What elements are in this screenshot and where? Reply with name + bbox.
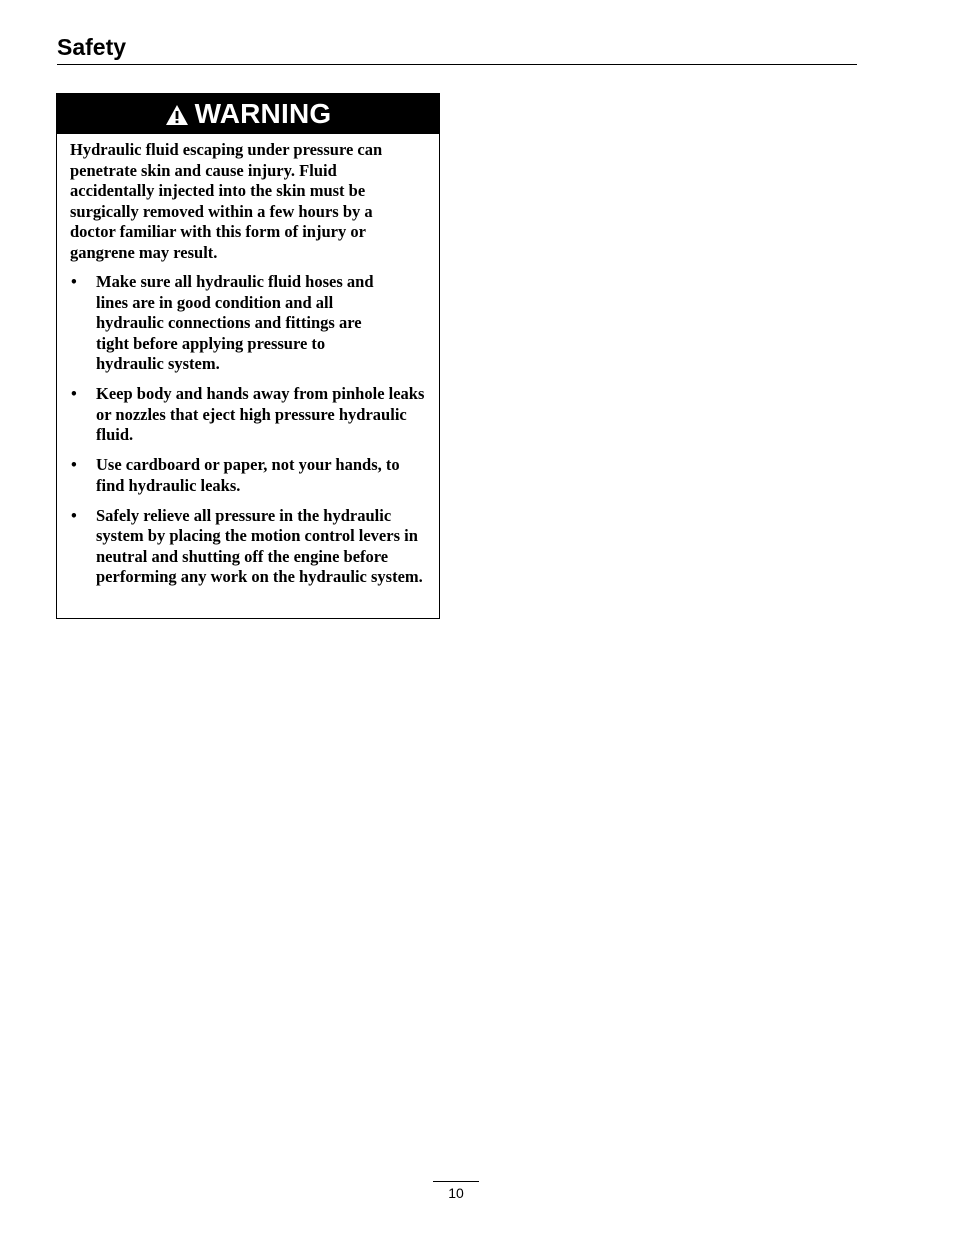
list-item-text: Safely relieve all pressure in the hydraulic system by placing the motion control levers in neutral and shutting off the engine before performing any work on the hydraulic system. bbox=[96, 505, 423, 586]
bullet-mark: • bbox=[71, 272, 77, 291]
list-item bbox=[70, 455, 427, 496]
warning-title: WARNING bbox=[194, 98, 332, 129]
list-item bbox=[70, 384, 427, 446]
list-item-text: Use cardboard or paper, not your hands, to find hydraulic leaks. bbox=[96, 455, 400, 495]
page-footer bbox=[433, 1181, 479, 1204]
warning-list bbox=[70, 272, 427, 588]
bullet-mark: • bbox=[71, 384, 77, 403]
warning-body bbox=[57, 134, 439, 588]
list-item-text: Make sure all hydraulic fluid hoses and lines are in good condition and all hydraulic connections and fittings are tight before applying pressure to hydraulic system. bbox=[96, 272, 374, 373]
warning-triangle-icon bbox=[165, 104, 189, 126]
list-item-text: Keep body and hands away from pinhole leaks or nozzles that eject high pressure hydraulic fluid. bbox=[96, 384, 425, 444]
bullet-mark: • bbox=[71, 505, 77, 525]
warning-intro: Hydraulic fluid escaping under pressure can penetrate skin and cause injury. Fluid accidentally injected into the skin must be surgically removed within a few hours by a doctor familiar with this form of injury or gangrene may result. bbox=[70, 140, 383, 262]
warning-box bbox=[56, 93, 440, 619]
section-header bbox=[57, 33, 857, 65]
list-item bbox=[70, 506, 427, 588]
section-title: Safety bbox=[57, 34, 127, 60]
page-number: 10 bbox=[448, 1185, 464, 1201]
list-item bbox=[70, 272, 427, 375]
bullet-mark: • bbox=[71, 455, 77, 474]
warning-banner bbox=[57, 94, 439, 134]
